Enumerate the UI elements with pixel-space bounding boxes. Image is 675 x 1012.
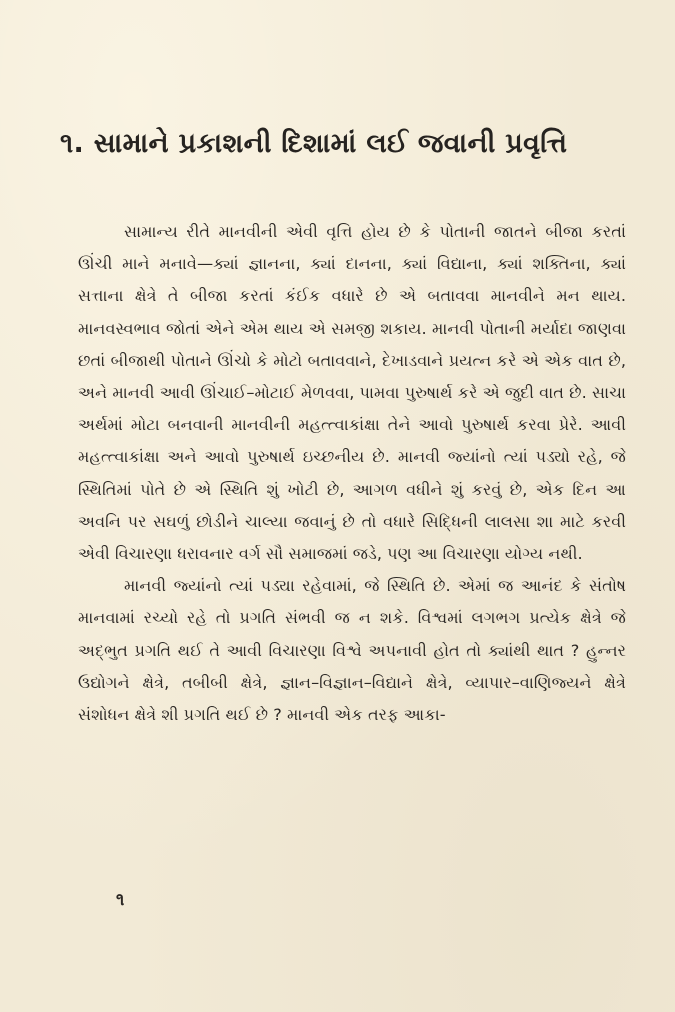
chapter-title: ૧. સામાને પ્રકાશની દિશામાં લઈ જવાની પ્રવૃત્તિ: [60, 128, 568, 159]
page-number: ૧: [116, 890, 125, 910]
paragraph: સામાન્ય રીતે માનવીની એવી વૃત્તિ હોય છે કે પોતાની જાતને બીજા કરતાં ઊંચી માને મનાવે—ક્યાં જ્ઞાનના, ક્યાં દાનના, ક્યાં વિદ્યાના, ક્યાં શક્તિના, ક્યાં સત્તાના ક્ષેત્રે તે બીજા કરતાં કંઈક વધારે છે એ બતાવવા માનવીને મન થાય. માનવસ્વભાવ જોતાં એને એમ થાય એ સમજી શકાય. માનવી પોતાની મર્યાદા જાણવા છતાં બીજાથી પોતાને ઊંચો કે મોટો બતાવવાને, દેખાડવાને પ્રયત્ન કરે એ એક વાત છે, અને માનવી આવી ઊંચાઈ–મોટાઈ મેળવવા, પામવા પુરુષાર્થ કરે એ જુદી વાત છે. સાચા અર્થમાં મોટા બનવાની માનવીની મહત્ત્વાકાંક્ષા તેને આવો પુરુષાર્થ કરવા પ્રેરે. આવી મહત્ત્વાકાંક્ષા અને આવો પુરુષાર્થ ઇચ્છનીય છે. માનવી જ્યાંનો ત્યાં પડ્યો રહે, જે સ્થિતિમાં પોતે છે એ સ્થિતિ શું ખોટી છે, આગળ વધીને શું કરવું છે, એક દિન આ અવનિ પર સઘળું છોડીને ચાલ્યા જવાનું છે તો વધારે સિદ્ધિની લાલસા શા માટે કરવી એવી વિચારણા ધરાવનાર વર્ગ સૌ સમાજમાં જડે, પણ આ વિચારણા યોગ્ય નથી.: [78, 222, 626, 564]
body-text: [78, 216, 626, 731]
paragraph: માનવી જ્યાંનો ત્યાં પડ્યા રહેવામાં, જે સ્થિતિ છે. એમાં જ આનંદ કે સંતોષ માનવામાં રચ્યો રહે તો પ્રગતિ સંભવી જ ન શકે. વિશ્વમાં લગભગ પ્રત્યેક ક્ષેત્રે જે અદ્ભુત પ્રગતિ થઈ તે આવી વિચારણા વિશ્વે અપનાવી હોત તો ક્યાંથી થાત ? હુન્નર ઉદ્યોગને ક્ષેત્રે, તબીબી ક્ષેત્રે, જ્ઞાન–વિજ્ઞાન–વિદ્યાને ક્ષેત્રે, વ્યાપાર–વાણિજ્યને ક્ષેત્રે સંશોધન ક્ષેત્રે શી પ્રગતિ થઈ છે ? માનવી એક તરફ આકા-: [78, 576, 626, 725]
